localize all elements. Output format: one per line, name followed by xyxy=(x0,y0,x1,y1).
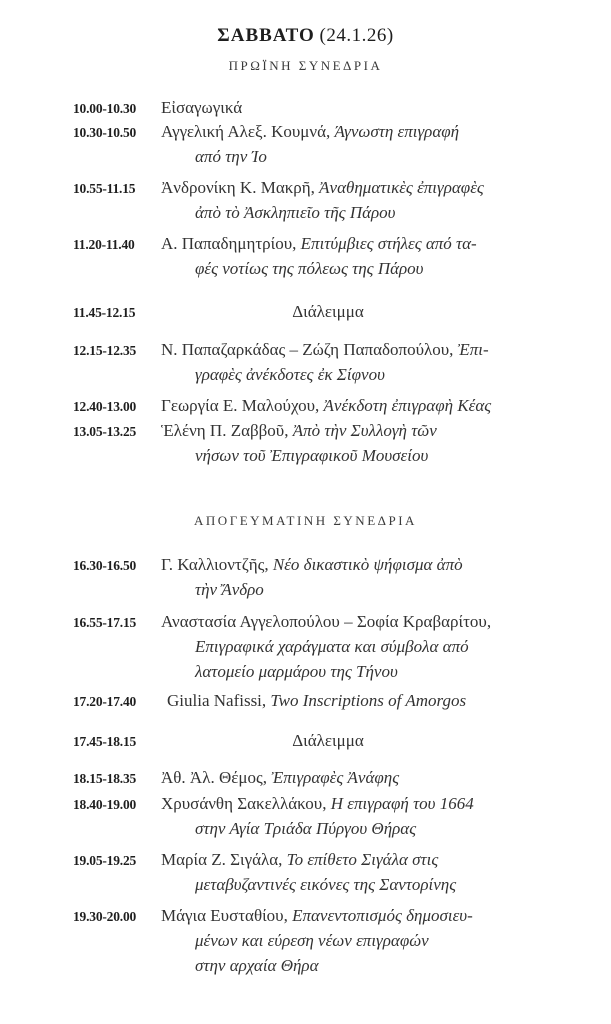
time-slot: 10.00-10.30 xyxy=(73,101,137,116)
speaker: Α. Παπαδημητρίου, xyxy=(161,234,301,253)
time-slot: 12.15-12.35 xyxy=(73,343,137,358)
talk-line xyxy=(161,97,242,119)
speaker: Ἑλένη Π. Ζαββοῦ, xyxy=(161,421,293,440)
talk-line xyxy=(167,690,466,712)
break-label: Διάλειμμα xyxy=(292,302,364,321)
time-slot: 10.30-10.50 xyxy=(73,125,137,140)
talk-line xyxy=(161,767,399,789)
talk-title-continuation: μένων και εύρεση νέων επιγραφών xyxy=(195,931,429,950)
speaker: Γ. Καλλιοντζῆς, xyxy=(161,555,273,574)
talk-title: Ἀνέκδοτη ἐπιγραφὴ Κέας xyxy=(323,396,492,415)
talk-title: Two Inscriptions of Amorgos xyxy=(270,691,467,710)
time-slot: 12.40-13.00 xyxy=(73,399,137,414)
speaker: Χρυσάνθη Σακελλάκου, xyxy=(161,794,331,813)
time-slot: 13.05-13.25 xyxy=(73,424,137,439)
time-slot: 16.55-17.15 xyxy=(73,615,137,630)
time-slot: 11.20-11.40 xyxy=(73,237,135,252)
talk-line xyxy=(161,849,438,871)
talk-line xyxy=(161,177,484,199)
talk-title: Ἐπι- xyxy=(457,340,489,359)
morning-session-title: ΠΡΩΪΝΗ ΣΥΝΕΔΡΙΑ xyxy=(228,58,383,73)
speaker: Ἀθ. Ἀλ. Θέμος, xyxy=(161,768,272,787)
talk-line xyxy=(161,793,474,815)
talk-title: Το επίθετο Σιγάλα στις xyxy=(286,850,439,869)
talk-title: Επανεντοπισμός δημοσιευ- xyxy=(292,906,473,925)
time-slot: 17.45-18.15 xyxy=(73,734,137,749)
talk-title: Η επιγραφή του 1664 xyxy=(330,794,474,813)
talk-title-continuation: λατομείο μαρμάρου της Τήνου xyxy=(195,662,398,681)
speaker: Γεωργία Ε. Μαλούχου, xyxy=(161,396,324,415)
talk-line xyxy=(161,905,473,927)
talk-title-continuation: ἀπὸ τὸ Ἀσκληπιεῖο τῆς Πάρου xyxy=(195,203,396,222)
talk-line xyxy=(161,233,477,255)
talk-line xyxy=(161,121,459,143)
talk-title-continuation: από την Ίο xyxy=(195,147,267,166)
talk-title-continuation: Επιγραφικά χαράγματα και σύμβολα από xyxy=(195,637,469,656)
talk-title-continuation: νήσων τοῦ Ἐπιγραφικοῦ Μουσείου xyxy=(195,446,429,465)
talk-title: Άγνωστη επιγραφή xyxy=(334,122,460,141)
speaker: Ν. Παπαζαρκάδας – Ζώζη Παπαδοπούλου, xyxy=(161,340,458,359)
talk-title-continuation: τὴν Ἄνδρο xyxy=(195,580,264,599)
speaker: Giulia Nafissi, xyxy=(167,691,271,710)
talk-line xyxy=(161,395,491,417)
day-name: ΣΑΒΒΑΤΟ xyxy=(217,25,315,46)
talk-title: Ἀπὸ τὴν Συλλογὴ τῶν xyxy=(292,421,437,440)
speaker: Μάγια Ευσταθίου, xyxy=(161,906,293,925)
time-slot: 18.40-19.00 xyxy=(73,797,137,812)
speaker: Μαρία Ζ. Σιγάλα, xyxy=(161,850,287,869)
day-date: (24.1.26) xyxy=(319,25,394,46)
talk-title: Ἀναθηματικὲς ἐπιγραφὲς xyxy=(319,178,484,197)
talk-line xyxy=(161,339,489,361)
speaker: Αναστασία Αγγελοπούλου – Σοφία Κραβαρίτου, xyxy=(161,612,492,631)
talk-line xyxy=(161,420,437,442)
talk-line xyxy=(161,611,491,633)
talk-title-continuation: μεταβυζαντινές εικόνες της Σαντορίνης xyxy=(195,875,457,894)
time-slot: 17.20-17.40 xyxy=(73,694,137,709)
speaker: Αγγελική Αλεξ. Κουμνά, xyxy=(161,122,335,141)
talk-title: Ἐπιγραφὲς Ἀνάφης xyxy=(271,768,400,787)
day-heading xyxy=(0,24,611,48)
time-slot: 19.30-20.00 xyxy=(73,909,137,924)
talk-title-continuation: στην αρχαία Θήρα xyxy=(195,956,319,975)
time-slot: 18.15-18.35 xyxy=(73,771,137,786)
time-slot: 11.45-12.15 xyxy=(73,305,136,320)
break-label: Διάλειμμα xyxy=(292,731,364,750)
time-slot: 19.05-19.25 xyxy=(73,853,137,868)
time-slot: 16.30-16.50 xyxy=(73,558,137,573)
talk-title-continuation: γραφὲς ἀνέκδοτες ἐκ Σίφνου xyxy=(195,365,385,384)
talk-title: Νέο δικαστικὸ ψήφισμα ἀπὸ xyxy=(272,555,463,574)
time-slot: 10.55-11.15 xyxy=(73,181,136,196)
speaker: Εἰσαγωγικά xyxy=(161,98,243,117)
afternoon-session-title: ΑΠΟΓΕΥΜΑΤΙΝΗ ΣΥΝΕΔΡΙΑ xyxy=(194,513,417,528)
talk-title-continuation: στην Αγία Τριάδα Πύργου Θήρας xyxy=(195,819,417,838)
speaker: Ἀνδρονίκη Κ. Μακρῆ, xyxy=(161,178,320,197)
talk-line xyxy=(161,554,463,576)
talk-title: Επιτύμβιες στήλες από τα- xyxy=(300,234,477,253)
talk-title-continuation: φές νοτίως της πόλεως της Πάρου xyxy=(195,259,424,278)
